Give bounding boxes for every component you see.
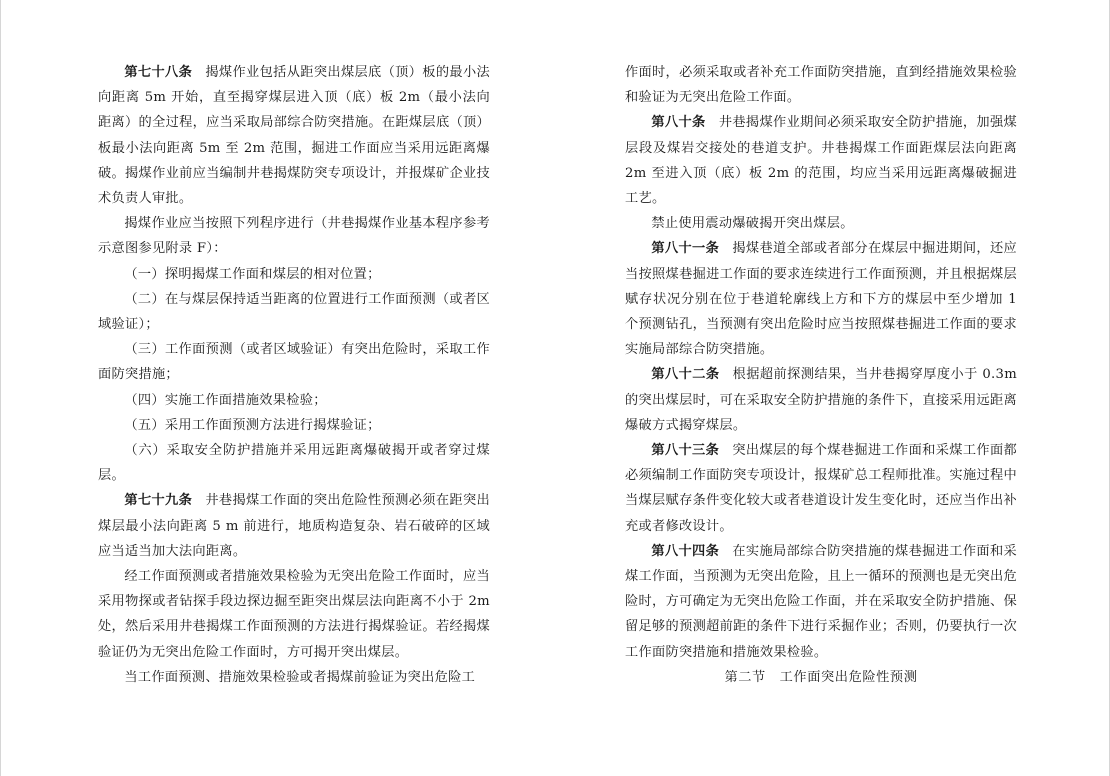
article-text: 在实施局部综合防突措施的煤巷掘进工作面和采煤工作面，当预测为无突出危险，且上一循环的预测也是无突出危险时，方可确定为无突出危险工作面，并在采取安全防护措施、保留足够的预测超前距的条件下进行采掘作业；否则，仍要执行一次工作面防突措施和措施效果检验。 (625, 543, 1017, 660)
article-label: 第八十条 (651, 115, 706, 131)
right-column (625, 60, 1017, 690)
article-text: 揭煤作业包括从距突出煤层底（顶）板的最小法向距离 5m 开始，直至揭穿煤层进入顶（底）板 2m（最小法向距离）的全过程，应当采取局部综合防突措施。在距煤层底（顶）板最小法向距离 5m 至 2m 范围，掘进工作面应当采用远距离爆破。揭煤作业前应当编制井巷揭煤防突专项设计，并报煤矿企业技术负责人审批。 (98, 65, 490, 207)
list-item: （一）探明揭煤工作面和煤层的相对位置； (124, 266, 381, 282)
article-text: 井巷揭煤作业期间必须采取安全防护措施，加强煤层段及煤岩交接处的巷道支护。井巷揭煤工作面距煤层法向距离 2m 至进入顶（底）板 2m 的范围，均应当采用远距离爆破掘进工艺。 (625, 115, 1017, 207)
article-text: 根据超前探测结果，当井巷揭穿厚度小于 0.3m 的突出煤层时，可在采取安全防护措施的条件下，直接采用远距离爆破方式揭穿煤层。 (625, 367, 1017, 433)
article-78 (98, 60, 490, 211)
article-83 (625, 438, 1017, 539)
paragraph: 禁止使用震动爆破揭开突出煤层。 (651, 216, 854, 232)
list-item: （二）在与煤层保持适当距离的位置进行工作面预测（或者区域验证）； (98, 291, 490, 333)
section-title: 第二节 工作面突出危险性预测 (724, 669, 918, 685)
list-item: （六）采取安全防护措施并采用远距离爆破揭开或者穿过煤层。 (98, 443, 490, 484)
article-79 (98, 488, 490, 564)
article-label: 第七十九条 (124, 493, 193, 509)
list-item: （五）采用工作面预测方法进行揭煤验证； (124, 417, 381, 433)
continuation-paragraph: 作面时，必须采取或者补充工作面防突措施，直到经措施效果检验和验证为无突出危险工作面。 (625, 65, 1017, 106)
article-text: 揭煤巷道全部或者部分在煤层中掘进期间，还应当按照煤巷掘进工作面的要求连续进行工作面预测，并且根据煤层赋存状况分别在位于巷道轮廓线上方和下方的煤层中至少增加 1 个预测钻孔，当预测有突出危险时应当按照煤巷掘进工作面的要求实施局部综合防突措施。 (625, 241, 1017, 358)
article-80 (625, 110, 1017, 211)
article-label: 第八十三条 (651, 443, 720, 459)
left-column (98, 60, 490, 690)
article-label: 第七十八条 (124, 65, 193, 80)
paragraph: 当工作面预测、措施效果检验或者揭煤前验证为突出危险工 (124, 669, 476, 685)
article-81 (625, 236, 1017, 362)
list-item: （三）工作面预测（或者区域验证）有突出危险时，采取工作面防突措施； (98, 342, 490, 383)
article-label: 第八十四条 (651, 543, 720, 559)
article-label: 第八十二条 (651, 367, 720, 383)
article-label: 第八十一条 (651, 241, 720, 257)
list-item: （四）实施工作面措施效果检验； (124, 392, 327, 408)
paragraph: 经工作面预测或者措施效果检验为无突出危险工作面时，应当采用物探或者钻探手段边探边掘至距突出煤层法向距离不小于 2m 处，然后采用井巷揭煤工作面预测的方法进行揭煤验证。若经揭煤验证仍为无突出危险工作面时，方可揭开突出煤层。 (98, 569, 490, 660)
article-82 (625, 362, 1017, 438)
article-text: 井巷揭煤工作面的突出危险性预测必须在距突出煤层最小法向距离 5 m 前进行，地质构造复杂、岩石破碎的区域应当适当加大法向距离。 (98, 493, 490, 559)
paragraph: 揭煤作业应当按照下列程序进行（井巷揭煤作业基本程序参考示意图参见附录 F）： (98, 216, 490, 257)
article-text: 突出煤层的每个煤巷掘进工作面和采煤工作面都必须编制工作面防突专项设计，报煤矿总工程师批准。实施过程中当煤层赋存条件变化较大或者巷道设计发生变化时，还应当作出补充或者修改设计。 (625, 443, 1017, 534)
article-84 (625, 539, 1017, 665)
